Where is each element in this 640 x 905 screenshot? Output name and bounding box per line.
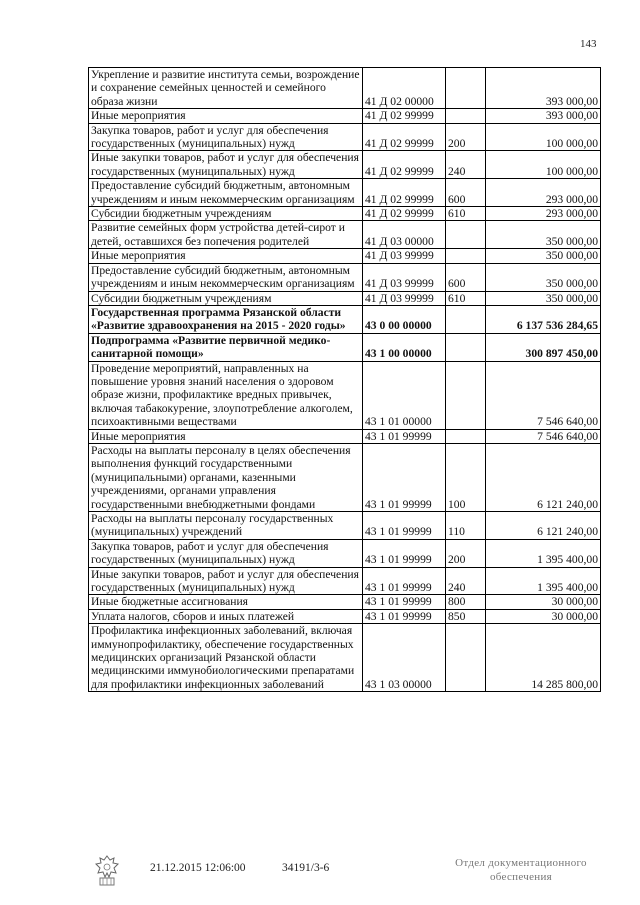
row-expense-type-cell (446, 333, 486, 361)
row-expense-type-cell: 600 (446, 179, 486, 207)
row-code-cell: 41 Д 02 99999 (363, 207, 446, 221)
footer-doc-number: 34191/3-6 (282, 862, 330, 874)
table-row (89, 609, 601, 623)
budget-table-body (89, 68, 601, 692)
row-code-cell: 41 Д 02 99999 (363, 151, 446, 179)
row-expense-type-cell (446, 305, 486, 333)
row-amount-cell: 300 897 450,00 (486, 333, 601, 361)
row-name-cell: Предоставление субсидий бюджетным, автономным учреждениям и иным некоммерческим организациям (89, 179, 363, 207)
table-row (89, 207, 601, 221)
table-row (89, 567, 601, 595)
row-name-cell: Иные мероприятия (89, 429, 363, 443)
table-row (89, 333, 601, 361)
row-expense-type-cell: 800 (446, 595, 486, 609)
row-code-cell: 43 1 01 99999 (363, 595, 446, 609)
row-code-cell: 43 1 01 99999 (363, 539, 446, 567)
row-code-cell: 43 0 00 00000 (363, 305, 446, 333)
table-row (89, 109, 601, 123)
row-code-cell: 41 Д 03 99999 (363, 291, 446, 305)
table-row (89, 429, 601, 443)
row-amount-cell: 100 000,00 (486, 151, 601, 179)
row-amount-cell: 100 000,00 (486, 123, 601, 151)
row-name-cell: Иные закупки товаров, работ и услуг для обеспечения государственных (муниципальных) нужд (89, 151, 363, 179)
row-name-cell: Предоставление субсидий бюджетным, автономным учреждениям и иным некоммерческим организациям (89, 263, 363, 291)
row-code-cell: 43 1 01 99999 (363, 567, 446, 595)
row-amount-cell: 7 546 640,00 (486, 429, 601, 443)
row-name-cell: Профилактика инфекционных заболеваний, включая иммунопрофилактику, обеспечение государственных медицинских организаций Рязанской области медицинскими иммунобиологическими препаратами для профилактики инфекционных заболеваний (89, 624, 363, 692)
row-amount-cell: 350 000,00 (486, 291, 601, 305)
row-amount-cell: 393 000,00 (486, 68, 601, 109)
table-row (89, 68, 601, 109)
row-expense-type-cell (446, 624, 486, 692)
row-amount-cell: 393 000,00 (486, 109, 601, 123)
row-amount-cell: 6 121 240,00 (486, 443, 601, 511)
row-code-cell: 41 Д 03 00000 (363, 221, 446, 249)
row-expense-type-cell (446, 249, 486, 263)
table-row (89, 361, 601, 429)
row-expense-type-cell: 240 (446, 151, 486, 179)
stamp-line-1: Отдел документационного (455, 857, 587, 869)
row-code-cell: 41 Д 02 00000 (363, 68, 446, 109)
row-amount-cell: 30 000,00 (486, 609, 601, 623)
row-name-cell: Закупка товаров, работ и услуг для обеспечения государственных (муниципальных) нужд (89, 123, 363, 151)
table-row (89, 179, 601, 207)
row-amount-cell: 1 395 400,00 (486, 539, 601, 567)
row-name-cell: Укрепление и развитие института семьи, возрождение и сохранение семейных ценностей и семейного образа жизни (89, 68, 363, 109)
table-row (89, 443, 601, 511)
row-amount-cell: 293 000,00 (486, 207, 601, 221)
row-name-cell: Иные бюджетные ассигнования (89, 595, 363, 609)
row-code-cell: 41 Д 03 99999 (363, 249, 446, 263)
row-code-cell: 43 1 01 99999 (363, 443, 446, 511)
row-name-cell: Государственная программа Рязанской области «Развитие здравоохранения на 2015 - 2020 годы» (89, 305, 363, 333)
row-name-cell: Иные мероприятия (89, 109, 363, 123)
row-code-cell: 41 Д 02 99999 (363, 179, 446, 207)
row-code-cell: 41 Д 03 99999 (363, 263, 446, 291)
row-code-cell: 43 1 01 99999 (363, 512, 446, 540)
row-name-cell: Уплата налогов, сборов и иных платежей (89, 609, 363, 623)
row-name-cell: Субсидии бюджетным учреждениям (89, 291, 363, 305)
row-amount-cell: 30 000,00 (486, 595, 601, 609)
row-expense-type-cell: 100 (446, 443, 486, 511)
row-expense-type-cell: 110 (446, 512, 486, 540)
row-expense-type-cell: 200 (446, 539, 486, 567)
page-number: 143 (580, 38, 597, 50)
table-row (89, 221, 601, 249)
row-expense-type-cell (446, 68, 486, 109)
row-expense-type-cell: 850 (446, 609, 486, 623)
row-expense-type-cell (446, 429, 486, 443)
row-code-cell: 43 1 01 99999 (363, 429, 446, 443)
row-name-cell: Расходы на выплаты персоналу в целях обеспечения выполнения функций государственными (муниципальными) органами, казенными учреждениями, органами управления государственными внебюджетными фондами (89, 443, 363, 511)
row-amount-cell: 7 546 640,00 (486, 361, 601, 429)
row-expense-type-cell (446, 361, 486, 429)
row-name-cell: Расходы на выплаты персоналу государственных (муниципальных) учреждений (89, 512, 363, 540)
row-name-cell: Подпрограмма «Развитие первичной медико-санитарной помощи» (89, 333, 363, 361)
table-row (89, 263, 601, 291)
table-row (89, 123, 601, 151)
row-expense-type-cell (446, 221, 486, 249)
emblem-icon (92, 854, 122, 888)
row-expense-type-cell: 200 (446, 123, 486, 151)
row-name-cell: Развитие семейных форм устройства детей-сирот и детей, оставшихся без попечения родителей (89, 221, 363, 249)
stamp-line-2: обеспечения (489, 871, 553, 883)
row-amount-cell: 350 000,00 (486, 221, 601, 249)
table-row (89, 595, 601, 609)
row-code-cell: 43 1 01 99999 (363, 609, 446, 623)
footer (0, 856, 640, 896)
table-row (89, 512, 601, 540)
table-row (89, 291, 601, 305)
row-expense-type-cell: 610 (446, 207, 486, 221)
table-row (89, 151, 601, 179)
row-amount-cell: 350 000,00 (486, 249, 601, 263)
row-amount-cell: 293 000,00 (486, 179, 601, 207)
row-code-cell: 41 Д 02 99999 (363, 123, 446, 151)
row-name-cell: Проведение мероприятий, направленных на повышение уровня знаний населения о здоровом образе жизни, профилактике вредных привычек, включая табакокурение, злоупотребление алкоголем, психоактивными веществами (89, 361, 363, 429)
row-code-cell: 43 1 00 00000 (363, 333, 446, 361)
table-row (89, 624, 601, 692)
row-expense-type-cell: 240 (446, 567, 486, 595)
row-name-cell: Иные мероприятия (89, 249, 363, 263)
row-code-cell: 43 1 01 00000 (363, 361, 446, 429)
row-amount-cell: 350 000,00 (486, 263, 601, 291)
row-amount-cell: 6 121 240,00 (486, 512, 601, 540)
row-name-cell: Иные закупки товаров, работ и услуг для обеспечения государственных (муниципальных) нужд (89, 567, 363, 595)
row-name-cell: Субсидии бюджетным учреждениям (89, 207, 363, 221)
table-row (89, 539, 601, 567)
row-name-cell: Закупка товаров, работ и услуг для обеспечения государственных (муниципальных) нужд (89, 539, 363, 567)
row-expense-type-cell (446, 109, 486, 123)
budget-table (88, 67, 601, 692)
table-row (89, 305, 601, 333)
row-expense-type-cell: 610 (446, 291, 486, 305)
department-stamp (446, 856, 596, 884)
row-code-cell: 41 Д 02 99999 (363, 109, 446, 123)
row-amount-cell: 6 137 536 284,65 (486, 305, 601, 333)
row-amount-cell: 14 285 800,00 (486, 624, 601, 692)
row-expense-type-cell: 600 (446, 263, 486, 291)
row-code-cell: 43 1 03 00000 (363, 624, 446, 692)
table-row (89, 249, 601, 263)
footer-date: 21.12.2015 12:06:00 (150, 862, 246, 874)
row-amount-cell: 1 395 400,00 (486, 567, 601, 595)
